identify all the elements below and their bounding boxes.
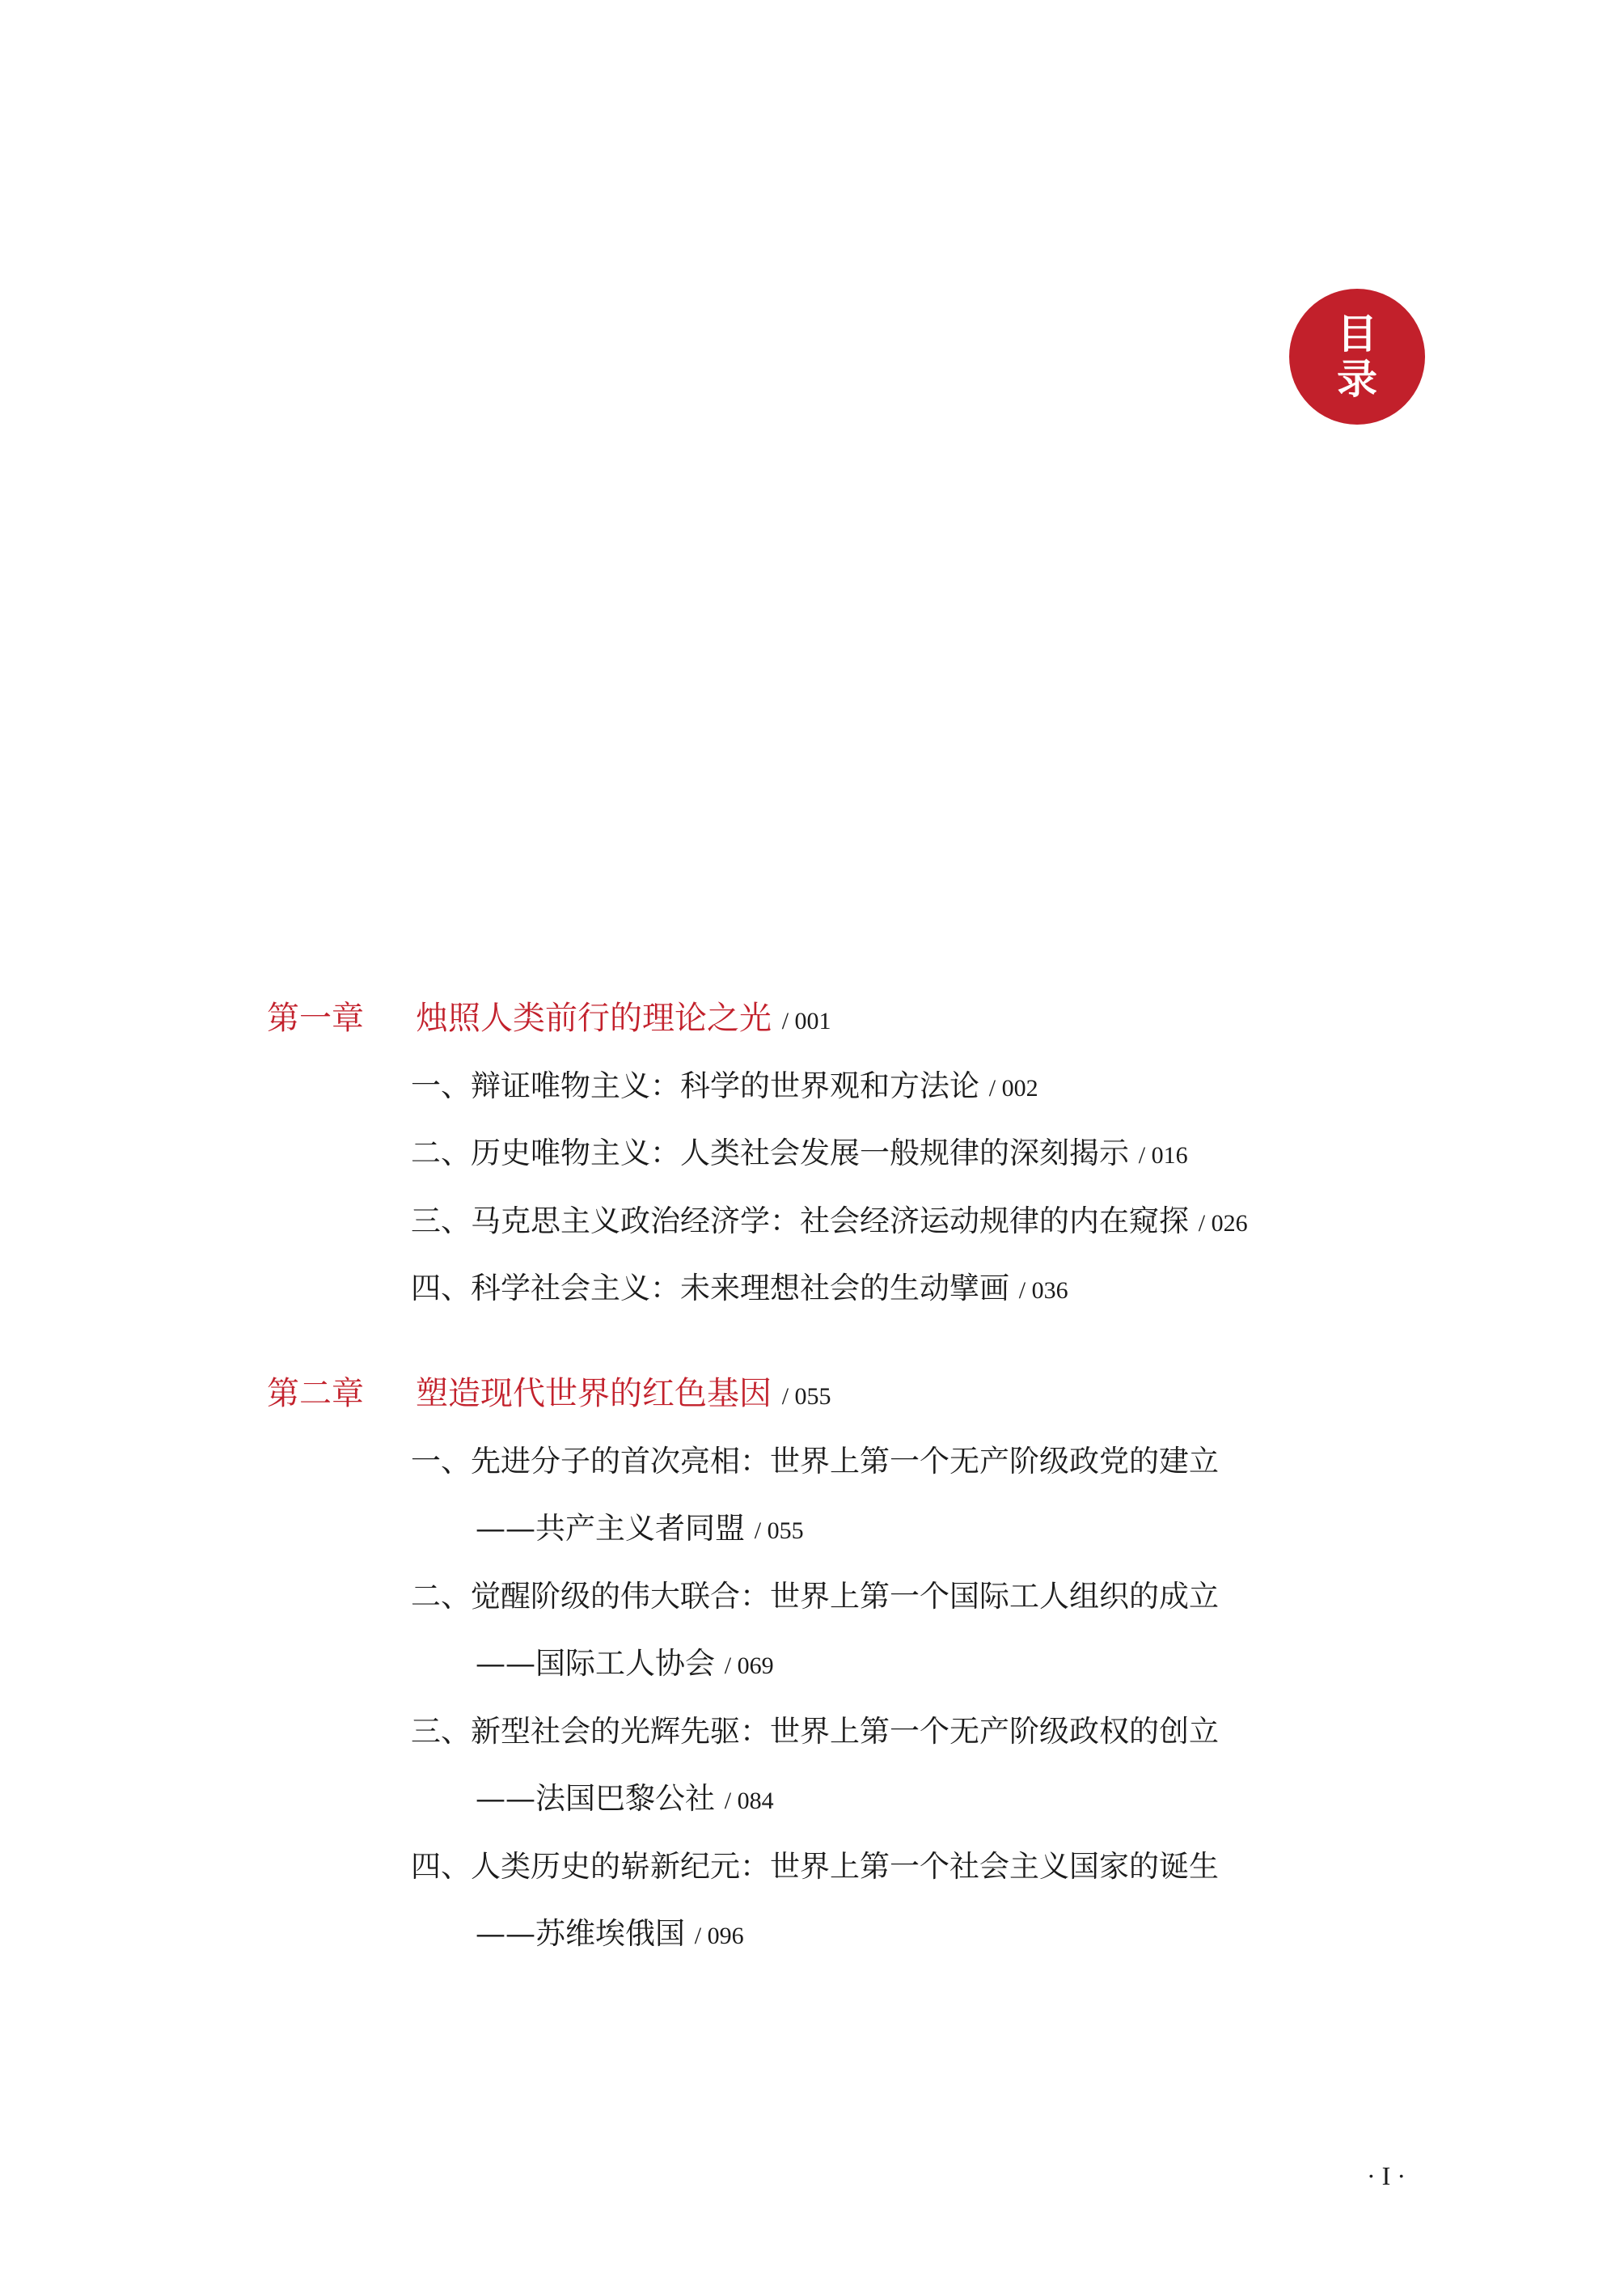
toc-entry[interactable] — [411, 1574, 1219, 1619]
page-number: / 069 — [724, 1652, 774, 1679]
toc-title-char-2: 录 — [1337, 356, 1377, 403]
page-number: / 096 — [694, 1923, 744, 1949]
page-number: / 016 — [1138, 1142, 1188, 1169]
page-number: / 026 — [1198, 1210, 1248, 1237]
page-folio: · I · — [1367, 2161, 1406, 2190]
entry-title: 一、辩证唯物主义：科学的世界观和方法论 — [411, 1068, 979, 1103]
entry-title: 三、马克思主义政治经济学：社会经济运动规律的内在窥探 — [411, 1204, 1189, 1238]
toc-title-char-1: 目 — [1337, 311, 1377, 357]
toc-entry-subtitle[interactable] — [476, 1506, 804, 1554]
toc-entry-subtitle[interactable] — [476, 1911, 744, 1959]
page-number: / 055 — [754, 1517, 804, 1544]
page-number: / 084 — [724, 1787, 774, 1814]
entry-title: 一、先进分子的首次亮相：世界上第一个无产阶级政党的建立 — [411, 1444, 1219, 1479]
entry-subtitle: ——国际工人协会 — [476, 1646, 715, 1681]
chapter-title: 塑造现代世界的红色基因 — [416, 1375, 772, 1412]
toc-entry[interactable] — [411, 1131, 1188, 1178]
entry-title: 四、人类历史的崭新纪元：世界上第一个社会主义国家的诞生 — [411, 1849, 1219, 1884]
entry-title: 四、科学社会主义：未来理想社会的生动擘画 — [411, 1271, 1009, 1305]
toc-entry[interactable] — [411, 1199, 1248, 1246]
chapter-title: 烛照人类前行的理论之光 — [416, 1000, 772, 1037]
entry-title: 二、历史唯物主义：人类社会发展一般规律的深刻揭示 — [411, 1136, 1129, 1170]
toc-entry-subtitle[interactable] — [476, 1776, 774, 1824]
entry-subtitle: ——苏维埃俄国 — [476, 1916, 685, 1951]
chapter-heading-1[interactable] — [267, 996, 831, 1044]
toc-entry[interactable] — [411, 1266, 1068, 1314]
toc-entry[interactable] — [411, 1844, 1219, 1889]
toc-title-badge — [1289, 289, 1425, 425]
entry-title: 二、觉醒阶级的伟大联合：世界上第一个国际工人组织的成立 — [411, 1579, 1219, 1614]
toc-entry-subtitle[interactable] — [476, 1641, 774, 1689]
toc-entry[interactable] — [411, 1439, 1219, 1484]
page-number: / 001 — [781, 1008, 831, 1034]
toc-entry[interactable] — [411, 1709, 1219, 1754]
entry-subtitle: ——共产主义者同盟 — [476, 1511, 745, 1546]
page-number: / 055 — [781, 1383, 831, 1410]
page-number: / 002 — [988, 1075, 1038, 1102]
entry-subtitle: ——法国巴黎公社 — [476, 1781, 715, 1816]
entry-title: 三、新型社会的光辉先驱：世界上第一个无产阶级政权的创立 — [411, 1714, 1219, 1749]
chapter-number: 第二章 — [267, 1375, 364, 1412]
page-number: / 036 — [1018, 1277, 1068, 1304]
toc-entry[interactable] — [411, 1064, 1038, 1111]
chapter-number: 第一章 — [267, 1000, 364, 1037]
chapter-heading-2[interactable] — [267, 1371, 831, 1419]
